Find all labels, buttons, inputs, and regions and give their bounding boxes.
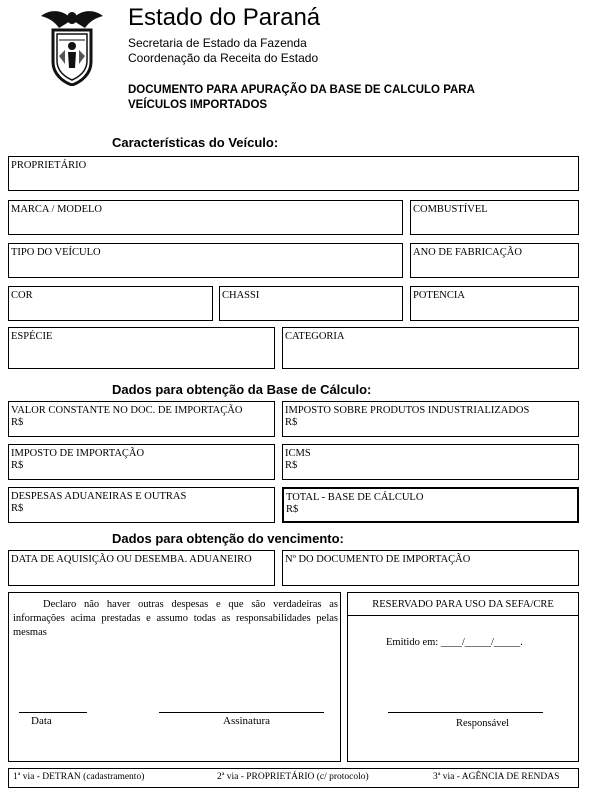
total-base-field[interactable]	[282, 487, 579, 523]
document-title-line2: VEÍCULOS IMPORTADOS	[128, 99, 268, 111]
import-doc-value-currency: R$	[11, 417, 24, 428]
reserved-title: RESERVADO PARA USO DA SEFA/CRE	[372, 599, 554, 610]
ipi-currency: R$	[285, 417, 298, 428]
issued-on-field[interactable]: Emitido em: ____/_____/_____.	[386, 637, 523, 648]
third-copy-label: 3ª via - AGÊNCIA DE RENDAS	[433, 772, 560, 782]
state-title: Estado do Paraná	[128, 4, 321, 31]
declaration-box	[8, 592, 341, 762]
coordination-name: Coordenação da Receita do Estado	[128, 51, 319, 65]
document-title-line1: DOCUMENTO PARA APURAÇÃO DA BASE DE CALCULO PARA	[128, 84, 475, 96]
customs-expenses-label: DESPESAS ADUANEIRAS E OUTRAS	[11, 491, 187, 502]
ipi-field[interactable]	[282, 401, 579, 437]
reserved-box	[347, 592, 579, 762]
icms-label: ICMS	[285, 448, 311, 459]
fuel-field[interactable]	[410, 200, 579, 235]
ipi-label: IMPOSTO SOBRE PRODUTOS INDUSTRIALIZADOS	[285, 405, 530, 416]
responsible-label: Responsável	[456, 718, 510, 729]
total-base-label: TOTAL - BASE DE CÁLCULO	[286, 492, 424, 503]
acquisition-date-field[interactable]	[8, 550, 275, 586]
power-field[interactable]	[410, 286, 579, 321]
power-label: POTENCIA	[413, 290, 465, 301]
signature-line[interactable]	[159, 712, 324, 713]
calc-section-title: Dados para obtenção da Base de Cálculo:	[112, 382, 372, 397]
responsible-line[interactable]	[388, 712, 543, 713]
brand-model-label: MARCA / MODELO	[11, 204, 103, 215]
icms-field[interactable]	[282, 444, 579, 480]
reserved-title-underline	[348, 615, 578, 616]
second-copy-label: 2ª via - PROPRIETÁRIO (c/ protocolo)	[217, 772, 369, 782]
color-field[interactable]	[8, 286, 213, 321]
parana-coat-of-arms-icon	[37, 6, 107, 86]
secretariat-name: Secretaria de Estado da Fazenda	[128, 36, 307, 50]
brand-model-field[interactable]	[8, 200, 403, 235]
import-tax-currency: R$	[11, 460, 24, 471]
import-doc-value-field[interactable]	[8, 401, 275, 437]
chassis-label: CHASSI	[222, 290, 260, 301]
import-doc-value-label: VALOR CONSTANTE NO DOC. DE IMPORTAÇÃO	[11, 405, 243, 416]
species-field[interactable]	[8, 327, 275, 369]
owner-label: PROPRIETÁRIO	[11, 160, 87, 171]
chassis-field[interactable]	[219, 286, 403, 321]
import-doc-number-label: Nº DO DOCUMENTO DE IMPORTAÇÃO	[285, 554, 471, 565]
category-field[interactable]	[282, 327, 579, 369]
category-label: CATEGORIA	[285, 331, 345, 342]
year-field[interactable]	[410, 243, 579, 278]
declaration-text: Declaro não haver outras despesas e que são verdadeiras as informações acima prestadas e assumo todas as responsabilidades pelas mesmas	[13, 599, 338, 638]
fuel-label: COMBUSTÍVEL	[413, 204, 488, 215]
total-base-currency: R$	[286, 504, 299, 515]
color-label: COR	[11, 290, 33, 301]
year-label: ANO DE FABRICAÇÃO	[413, 247, 522, 258]
vehicle-section-title: Características do Veículo:	[112, 135, 279, 150]
import-tax-field[interactable]	[8, 444, 275, 480]
customs-expenses-currency: R$	[11, 503, 24, 514]
owner-field[interactable]	[8, 156, 579, 191]
date-signature-line[interactable]	[19, 712, 87, 713]
import-doc-number-field[interactable]	[282, 550, 579, 586]
vehicle-type-label: TIPO DO VEÍCULO	[11, 247, 101, 258]
acquisition-date-label: DATA DE AQUISIÇÃO OU DESEMBA. ADUANEIRO	[11, 554, 252, 565]
first-copy-label: 1ª via - DETRAN (cadastramento)	[13, 772, 145, 782]
species-label: ESPÉCIE	[11, 331, 53, 342]
due-section-title: Dados para obtenção do vencimento:	[112, 531, 344, 546]
customs-expenses-field[interactable]	[8, 487, 275, 523]
import-tax-label: IMPOSTO DE IMPORTAÇÃO	[11, 448, 145, 459]
icms-currency: R$	[285, 460, 298, 471]
vehicle-type-field[interactable]	[8, 243, 403, 278]
copies-footer	[8, 768, 579, 788]
date-label: Data	[31, 715, 52, 727]
signature-label: Assinatura	[223, 715, 271, 727]
